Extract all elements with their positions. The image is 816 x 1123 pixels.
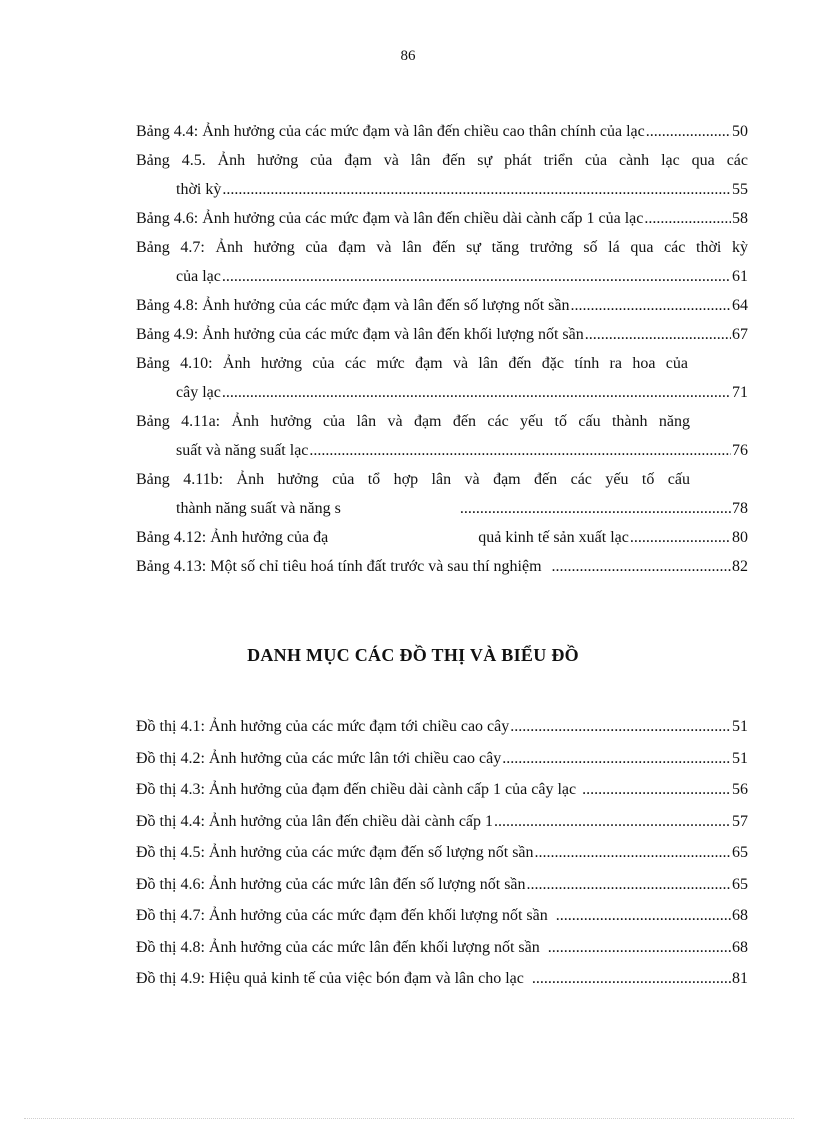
entry-page: 56	[732, 781, 748, 798]
entry-page: 65	[732, 875, 748, 893]
entry-title-fragment: quả kinh tế sản xuất lạc	[478, 529, 629, 546]
entry-title-continued: cây lạc	[176, 384, 221, 401]
entry-title: Đồ thị 4.2: Ảnh hưởng của các mức lân tới chiều cao cây	[136, 749, 502, 767]
entry-page: 76	[732, 442, 748, 459]
entry-title: Đồ thị 4.7: Ảnh hưởng của các mức đạm đến khối lượng nốt sần	[136, 907, 548, 924]
entry-title: Bảng 4.9: Ảnh hưởng của các mức đạm và lân đến khối lượng nốt sần	[136, 326, 584, 343]
toc-entry[interactable]	[136, 291, 748, 320]
entry-page: 57	[732, 812, 748, 830]
toc-entry[interactable]	[136, 932, 748, 964]
entry-page: 68	[732, 938, 748, 956]
toc-entry[interactable]	[136, 774, 748, 806]
entry-page: 68	[732, 907, 748, 924]
entry-title-continued: của lạc	[176, 268, 221, 285]
entry-title: Bảng 4.6: Ảnh hưởng của các mức đạm và lân đến chiều dài cành cấp 1 của lạc	[136, 210, 644, 227]
entry-title: Bảng 4.5. Ảnh hưởng của đạm và lân đến sự phát triển của cành lạc qua các	[136, 152, 748, 169]
leader-dots	[494, 806, 731, 838]
entry-page: 81	[732, 970, 748, 987]
toc-entry[interactable]	[136, 552, 748, 581]
toc-entry[interactable]	[136, 349, 748, 407]
entry-title-continued: thời kỳ	[176, 181, 222, 198]
entry-page: 61	[732, 268, 748, 285]
leader-dots	[556, 900, 731, 932]
toc-entry[interactable]	[136, 837, 748, 869]
entry-title: Đồ thị 4.9: Hiệu quả kinh tế của việc bón đạm và lân cho lạc	[136, 970, 524, 987]
toc-entry[interactable]	[136, 117, 748, 146]
leader-dots	[532, 963, 731, 995]
entry-title: Đồ thị 4.3: Ảnh hưởng của đạm đến chiều dài cành cấp 1 của cây lạc	[136, 781, 577, 798]
entry-page: 65	[732, 844, 748, 861]
leader-dots	[548, 932, 731, 964]
leader-dots	[571, 291, 731, 320]
toc-entry[interactable]	[136, 711, 748, 743]
entry-page: 58	[732, 210, 748, 227]
entry-title: Đồ thị 4.4: Ảnh hưởng của lân đến chiều dài cành cấp 1	[136, 812, 494, 830]
entry-title: Đồ thị 4.8: Ảnh hưởng của các mức lân đến khối lượng nốt sần	[136, 938, 540, 956]
leader-dots	[646, 117, 731, 146]
entry-page: 50	[732, 123, 748, 140]
leader-dots	[535, 837, 731, 869]
leader-dots	[222, 175, 731, 204]
toc-entry[interactable]	[136, 523, 748, 552]
toc-entry[interactable]	[136, 869, 748, 901]
entry-page: 55	[732, 181, 748, 198]
toc-entry[interactable]	[136, 146, 748, 204]
leader-dots	[510, 711, 731, 743]
graph-list	[136, 711, 748, 995]
leader-dots	[552, 552, 731, 581]
leader-dots	[582, 774, 731, 806]
leader-dots	[222, 262, 731, 291]
leader-dots	[222, 378, 731, 407]
leader-dots	[502, 743, 731, 775]
toc-entry[interactable]	[136, 407, 748, 465]
entry-title: Bảng 4.12: Ảnh hưởng của đạ	[136, 529, 329, 546]
toc-entry[interactable]	[136, 204, 748, 233]
entry-page: 82	[732, 558, 748, 575]
toc-entry[interactable]	[136, 320, 748, 349]
entry-title: Đồ thị 4.1: Ảnh hưởng của các mức đạm tới chiều cao cây	[136, 718, 510, 735]
entry-title: Bảng 4.8: Ảnh hưởng của các mức đạm và lân đến số lượng nốt sần	[136, 297, 570, 314]
section-heading: DANH MỤC CÁC ĐỒ THỊ VÀ BIỂU ĐỒ	[247, 645, 579, 665]
entry-title: Đồ thị 4.5: Ảnh hưởng của các mức đạm đến số lượng nốt sần	[136, 844, 534, 861]
entry-title: Đồ thị 4.6: Ảnh hưởng của các mức lân đến số lượng nốt sần	[136, 875, 526, 893]
entry-title: Bảng 4.7: Ảnh hưởng của đạm và lân đến sự tăng trưởng số lá qua các thời kỳ	[136, 239, 748, 256]
entry-title: Bảng 4.10: Ảnh hưởng của các mức đạm và lân đến đặc tính ra hoa của	[136, 355, 688, 372]
entry-title: Bảng 4.13: Một số chỉ tiêu hoá tính đất trước và sau thí nghiệm	[136, 558, 542, 575]
entry-title-continued: thành năng suất và năng s	[176, 500, 341, 517]
leader-dots	[527, 869, 731, 901]
footer-divider	[24, 1118, 794, 1119]
entry-page: 51	[732, 718, 748, 735]
leader-dots	[630, 523, 731, 552]
page-number: 86	[400, 48, 416, 64]
entry-page: 71	[732, 384, 748, 401]
entry-title-continued: suất và năng suất lạc	[176, 442, 309, 459]
table-list	[136, 117, 748, 581]
toc-entry[interactable]	[136, 233, 748, 291]
leader-dots	[644, 204, 731, 233]
toc-entry[interactable]	[136, 743, 748, 775]
leader-dots	[460, 494, 731, 523]
entry-title: Bảng 4.11a: Ảnh hưởng của lân và đạm đến các yếu tố cấu thành năng	[136, 413, 690, 430]
toc-entry[interactable]	[136, 806, 748, 838]
leader-dots	[309, 436, 731, 465]
entry-page: 80	[732, 529, 748, 546]
entry-title: Bảng 4.4: Ảnh hưởng của các mức đạm và lân đến chiều cao thân chính của lạc	[136, 123, 645, 140]
entry-title: Bảng 4.11b: Ảnh hưởng của tổ hợp lân và đạm đến các yếu tố cấu	[136, 471, 690, 488]
entry-page: 78	[732, 500, 748, 517]
entry-page: 67	[732, 326, 748, 343]
toc-entry[interactable]	[136, 963, 748, 995]
leader-dots	[585, 320, 731, 349]
entry-page: 64	[732, 297, 748, 314]
toc-entry[interactable]	[136, 900, 748, 932]
entry-page: 51	[732, 749, 748, 767]
toc-entry[interactable]	[136, 465, 748, 523]
